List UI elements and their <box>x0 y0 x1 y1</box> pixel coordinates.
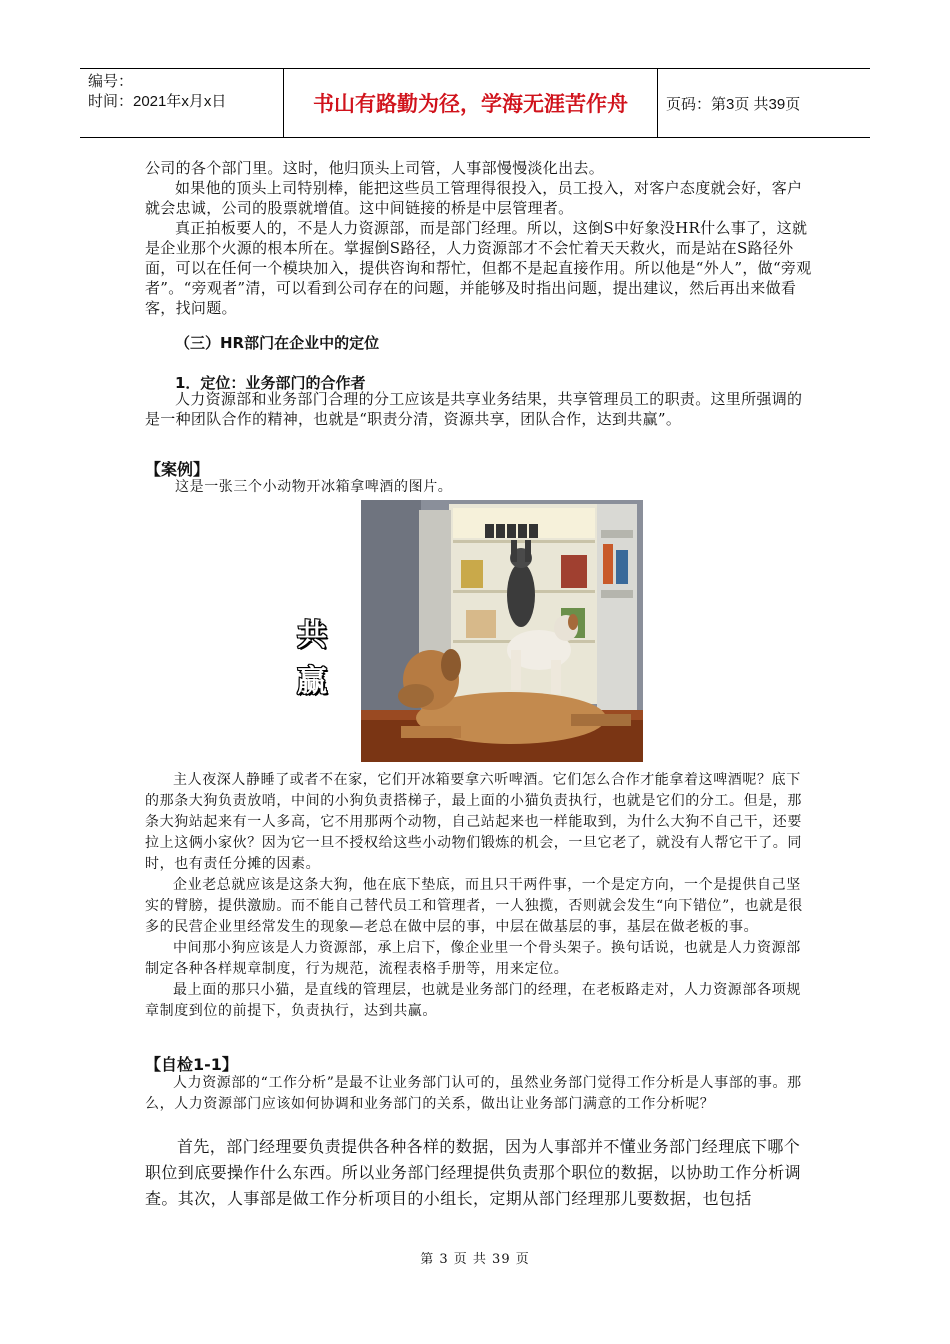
paragraph: 首先，部门经理要负责提供各种各样的数据，因为人事部并不懂业务部门经理底下哪个职位到底要操作什么东西。所以业务部门经理提供负责那个职位的数据，以协助工作分析调查。其次，人事部是做工作分析项目的小组长，定期从部门经理那儿要数据，也包括 <box>145 1137 802 1208</box>
selfcheck-label: 【自检1-1】 <box>145 1055 238 1074</box>
positioning-paragraph <box>145 389 815 429</box>
paragraph: 如果他的顶头上司特别棒，能把这些员工管理得很投入，员工投入，对客户态度就会好，客户就会忠诚，公司的股票就增值。这中间链接的桥是中层管理者。 <box>145 179 803 217</box>
fridge-animals-photo <box>361 500 643 762</box>
selfcheck-question <box>145 1073 815 1115</box>
sub-title: 1．定位：业务部门的合作者 <box>175 374 366 392</box>
paragraph: 主人夜深人静睡了或者不在家，它们开冰箱要拿六听啤酒。它们怎么合作才能拿着这啤酒呢？底下的那条大狗负责放哨，中间的小狗负责搭梯子，最上面的小猫负责执行，也就是它们的分工。但是，那条大狗站起来有一人多高，它不用那两个动物，自己站起来也一样能取到，为什么大狗不自己干，还要拉上这俩小家伙？因为它一旦不授权给这些小动物们锻炼的机会，一旦它老了，就没有人帮它干了。同时，也有责任分摊的因素。 <box>145 772 802 872</box>
paragraph: 最上面的那只小猫，是直线的管理层，也就是业务部门的经理，在老板路走对，人力资源部各项规章制度到位的前提下，负责执行，达到共赢。 <box>145 982 801 1019</box>
document-date: 时间：2021年x月x日 <box>88 93 227 110</box>
section-title: （三）HR部门在企业中的定位 <box>175 334 380 352</box>
selfcheck-answer <box>145 1134 815 1212</box>
header-page-info: 页码：第3页 共39页 <box>666 95 801 113</box>
case-paragraphs <box>145 770 815 1022</box>
intro-paragraphs <box>145 158 815 318</box>
header-motto: 书山有路勤为径，学海无涯苦作舟 <box>284 69 658 137</box>
header-left-cell <box>80 69 284 137</box>
case-intro: 这是一张三个小动物开冰箱拿啤酒的图片。 <box>175 479 453 495</box>
side-label-ying: 赢 <box>297 664 327 699</box>
paragraph: 人力资源部和业务部门合理的分工应该是共享业务结果，共享管理员工的职责。这里所强调的是一种团队合作的精神，也就是“职责分清，资源共享，团队合作，达到共赢”。 <box>145 390 803 428</box>
page-footer: 第 3 页 共 39 页 <box>420 1252 530 1267</box>
paragraph: 中间那小狗应该是人力资源部，承上启下，像企业里一个骨头架子。换句话说，也就是人力资源部制定各种各样规章制度，行为规范，流程表格手册等，用来定位。 <box>145 940 801 977</box>
paragraph: 企业老总就应该是这条大狗，他在底下垫底，而且只干两件事，一个是定方向，一个是提供自己坚实的臂膀，提供激励。而不能自己替代员工和管理者，一人独揽，否则就会发生“向下错位”，也就是很多的民营企业里经常发生的现象—老总在做中层的事，中层在做基层的事，基层在做老板的事。 <box>145 877 803 935</box>
document-number: 编号： <box>88 73 134 90</box>
paragraph: 人力资源部的“工作分析”是最不让业务部门认可的，虽然业务部门觉得工作分析是人事部的事。那么，人力资源部门应该如何协调和业务部门的关系，做出让业务部门满意的工作分析呢？ <box>145 1075 802 1112</box>
paragraph: 公司的各个部门里。这时，他归顶头上司管，人事部慢慢淡化出去。 <box>145 159 605 177</box>
paragraph: 真正拍板要人的，不是人力资源部，而是部门经理。所以，这倒S中好象没HR什么事了，这就是企业那个火源的根本所在。掌握倒S路径，人力资源部才不会忙着天天救火，而是站在S路径外面，可以在任何一个模块加入，提供咨询和帮忙，但都不是起直接作用。所以他是“外人”，做“旁观者”。“旁观者”清，可以看到公司存在的问题，并能够及时指出问题，提出建议，然后再出来做看客，找问题。 <box>145 219 812 317</box>
page-header <box>80 68 870 138</box>
side-label-gong: 共 <box>297 618 327 653</box>
case-label: 【案例】 <box>145 460 210 479</box>
